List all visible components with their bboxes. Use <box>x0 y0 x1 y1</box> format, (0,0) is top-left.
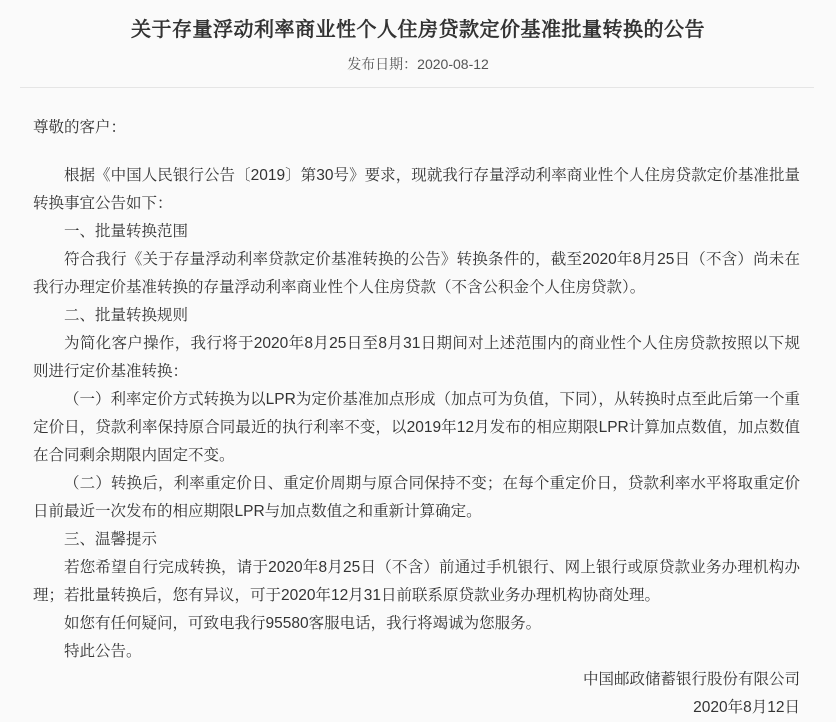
announcement-body <box>0 88 836 722</box>
page-title: 关于存量浮动利率商业性个人住房贷款定价基准批量转换的公告 <box>131 19 705 41</box>
paragraph-rules-intro: 为简化客户操作，我行将于2020年8月25日至8月31日期间对上述范围内的商业性个人住房贷款按照以下规则进行定价基准转换： <box>33 335 800 380</box>
paragraph-closing: 特此公告。 <box>64 643 142 660</box>
paragraph-tips-1: 若您希望自行完成转换，请于2020年8月25日（不含）前通过手机银行、网上银行或原贷款业务办理机构办理；若批量转换后，您有异议，可于2020年12月31日前联系原贷款业务办理机构协商处理。 <box>33 559 800 604</box>
paragraph-intro: 根据《中国人民银行公告〔2019〕第30号》要求，现就我行存量浮动利率商业性个人住房贷款定价基准批量转换事宜公告如下： <box>33 167 800 212</box>
salutation: 尊敬的客户： <box>33 119 127 136</box>
section-heading-rules: 二、批量转换规则 <box>64 307 189 324</box>
signature-date: 2020年8月12日 <box>693 699 800 716</box>
signature-block <box>33 666 800 722</box>
paragraph-rule-1: （一）利率定价方式转换为以LPR为定价基准加点形成（加点可为负值，下同），从转换时点至此后第一个重定价日，贷款利率保持原合同最近的执行利率不变，以2019年12月发布的相应期限LPR计算加点数值，加点数值在合同剩余期限内固定不变。 <box>33 391 800 464</box>
announcement-header <box>0 0 836 73</box>
paragraph-scope: 符合我行《关于存量浮动利率贷款定价基准转换的公告》转换条件的，截至2020年8月25日（不含）尚未在我行办理定价基准转换的存量浮动利率商业性个人住房贷款（不含公积金个人住房贷款）。 <box>33 251 800 296</box>
signature-company: 中国邮政储蓄银行股份有限公司 <box>582 671 800 688</box>
section-heading-scope: 一、批量转换范围 <box>64 223 189 240</box>
section-heading-tips: 三、温馨提示 <box>64 531 158 548</box>
publish-date: 发布日期：2020-08-12 <box>347 56 489 72</box>
paragraph-tips-2: 如您有任何疑问，可致电我行95580客服电话，我行将竭诚为您服务。 <box>64 615 542 632</box>
paragraph-rule-2: （二）转换后，利率重定价日、重定价周期与原合同保持不变；在每个重定价日，贷款利率水平将取重定价日前最近一次发布的相应期限LPR与加点数值之和重新计算确定。 <box>33 475 800 520</box>
